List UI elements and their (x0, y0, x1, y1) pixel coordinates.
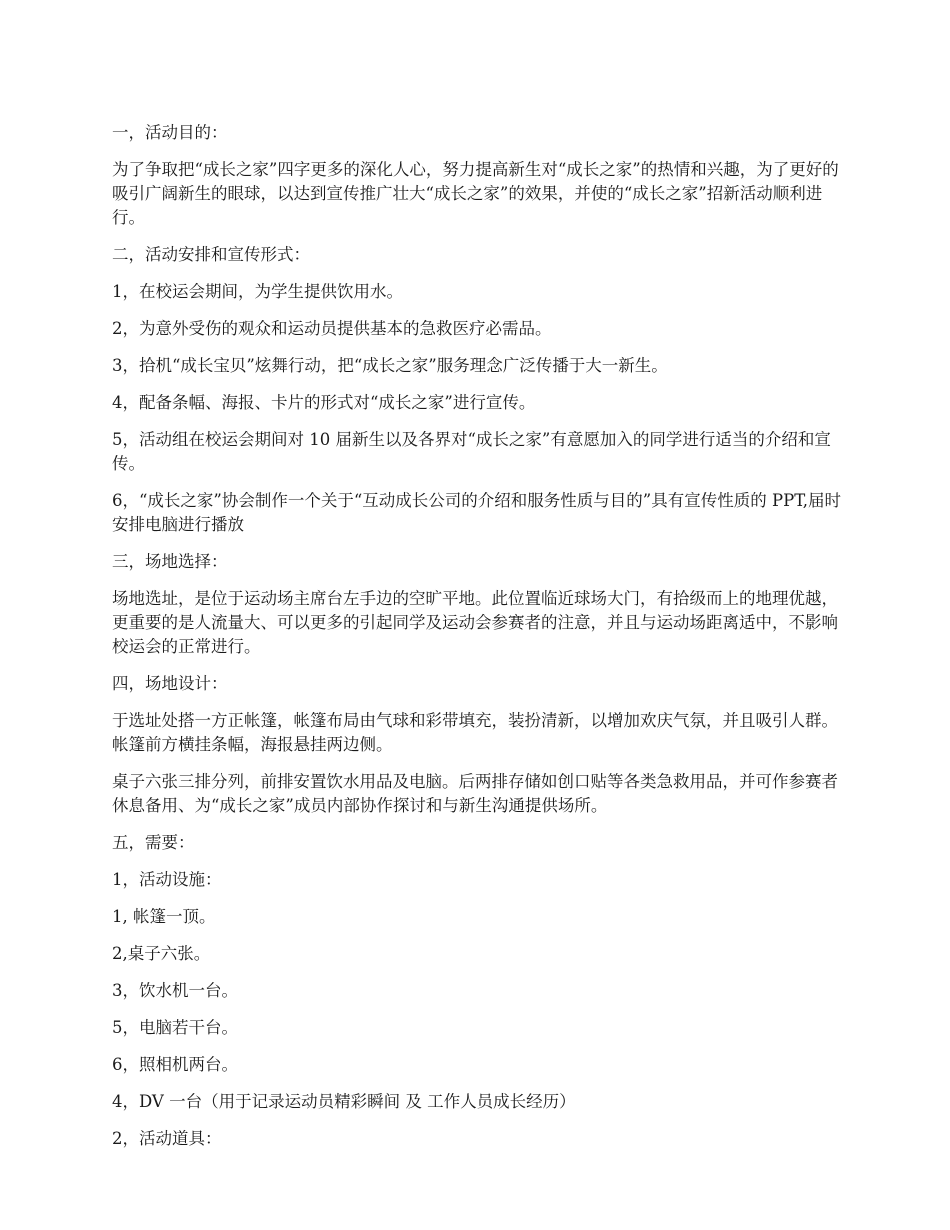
section-heading-venue-selection: 三，场地选择： (112, 552, 228, 571)
document-body (112, 121, 842, 1164)
list-item: 3，饮水机一台。 (112, 981, 238, 1000)
list-item: 3，拾机“成长宝贝”炫舞行动，把“成长之家”服务理念广泛传播于大一新生。 (112, 356, 668, 375)
paragraph-purpose: 为了争取把“成长之家”四字更多的深化人心，努力提高新生对“成长之家”的热情和兴趣，为了更好的吸引广阔新生的眼球，以达到宣传推广壮大“成长之家”的效果，并使的“成长之家”招新活动顺利进行。 (112, 160, 839, 227)
list-item: 6，“成长之家”协会制作一个关于“互动成长公司的介绍和服务性质与目的”具有宣传性质的 PPT,届时安排电脑进行播放 (112, 491, 842, 534)
paragraph-tables: 桌子六张三排分列，前排安置饮水用品及电脑。后两排存储如创口贴等各类急救用品，并可作参赛者休息备用、为“成长之家”成员内部协作探讨和与新生沟通提供场所。 (112, 772, 838, 815)
list-item: 5，活动组在校运会期间对 10 届新生以及各界对“成长之家”有意愿加入的同学进行适当的介绍和宣传。 (112, 430, 831, 473)
section-heading-purpose: 一，活动目的： (112, 123, 228, 142)
section-heading-needs: 五，需要： (112, 833, 195, 852)
paragraph-venue-design: 于选址处搭一方正帐篷，帐篷布局由气球和彩带填充，装扮清新，以增加欢庆气氛，并且吸引人群。帐篷前方横挂条幅，海报悬挂两边侧。 (112, 711, 838, 754)
list-item: 2，为意外受伤的观众和运动员提供基本的急救医疗必需品。 (112, 319, 552, 338)
subheading-facilities: 1，活动设施： (112, 870, 222, 889)
list-item: 6，照相机两台。 (112, 1055, 238, 1074)
list-item: 5，电脑若干台。 (112, 1018, 238, 1037)
list-item: 1, 帐篷一顶。 (112, 907, 216, 926)
list-item: 2,桌子六张。 (112, 944, 211, 963)
paragraph-venue-selection: 场地选址，是位于运动场主席台左手边的空旷平地。此位置临近球场大门，有拾级而上的地理优越，更重要的是人流量大、可以更多的引起同学及运动会参赛者的注意，并且与运动场距离适中，不影响校运会的正常进行。 (112, 589, 838, 656)
section-heading-arrangement: 二，活动安排和宣传形式： (112, 245, 310, 264)
list-item: 1，在校运会期间，为学生提供饮用水。 (112, 282, 403, 301)
list-item: 4，DV 一台（用于记录运动员精彩瞬间 及 工作人员成长经历） (112, 1092, 576, 1111)
subheading-props: 2，活动道具： (112, 1129, 222, 1148)
list-item: 4，配备条幅、海报、卡片的形式对“成长之家”进行宣传。 (112, 393, 536, 412)
section-heading-venue-design: 四，场地设计： (112, 674, 228, 693)
